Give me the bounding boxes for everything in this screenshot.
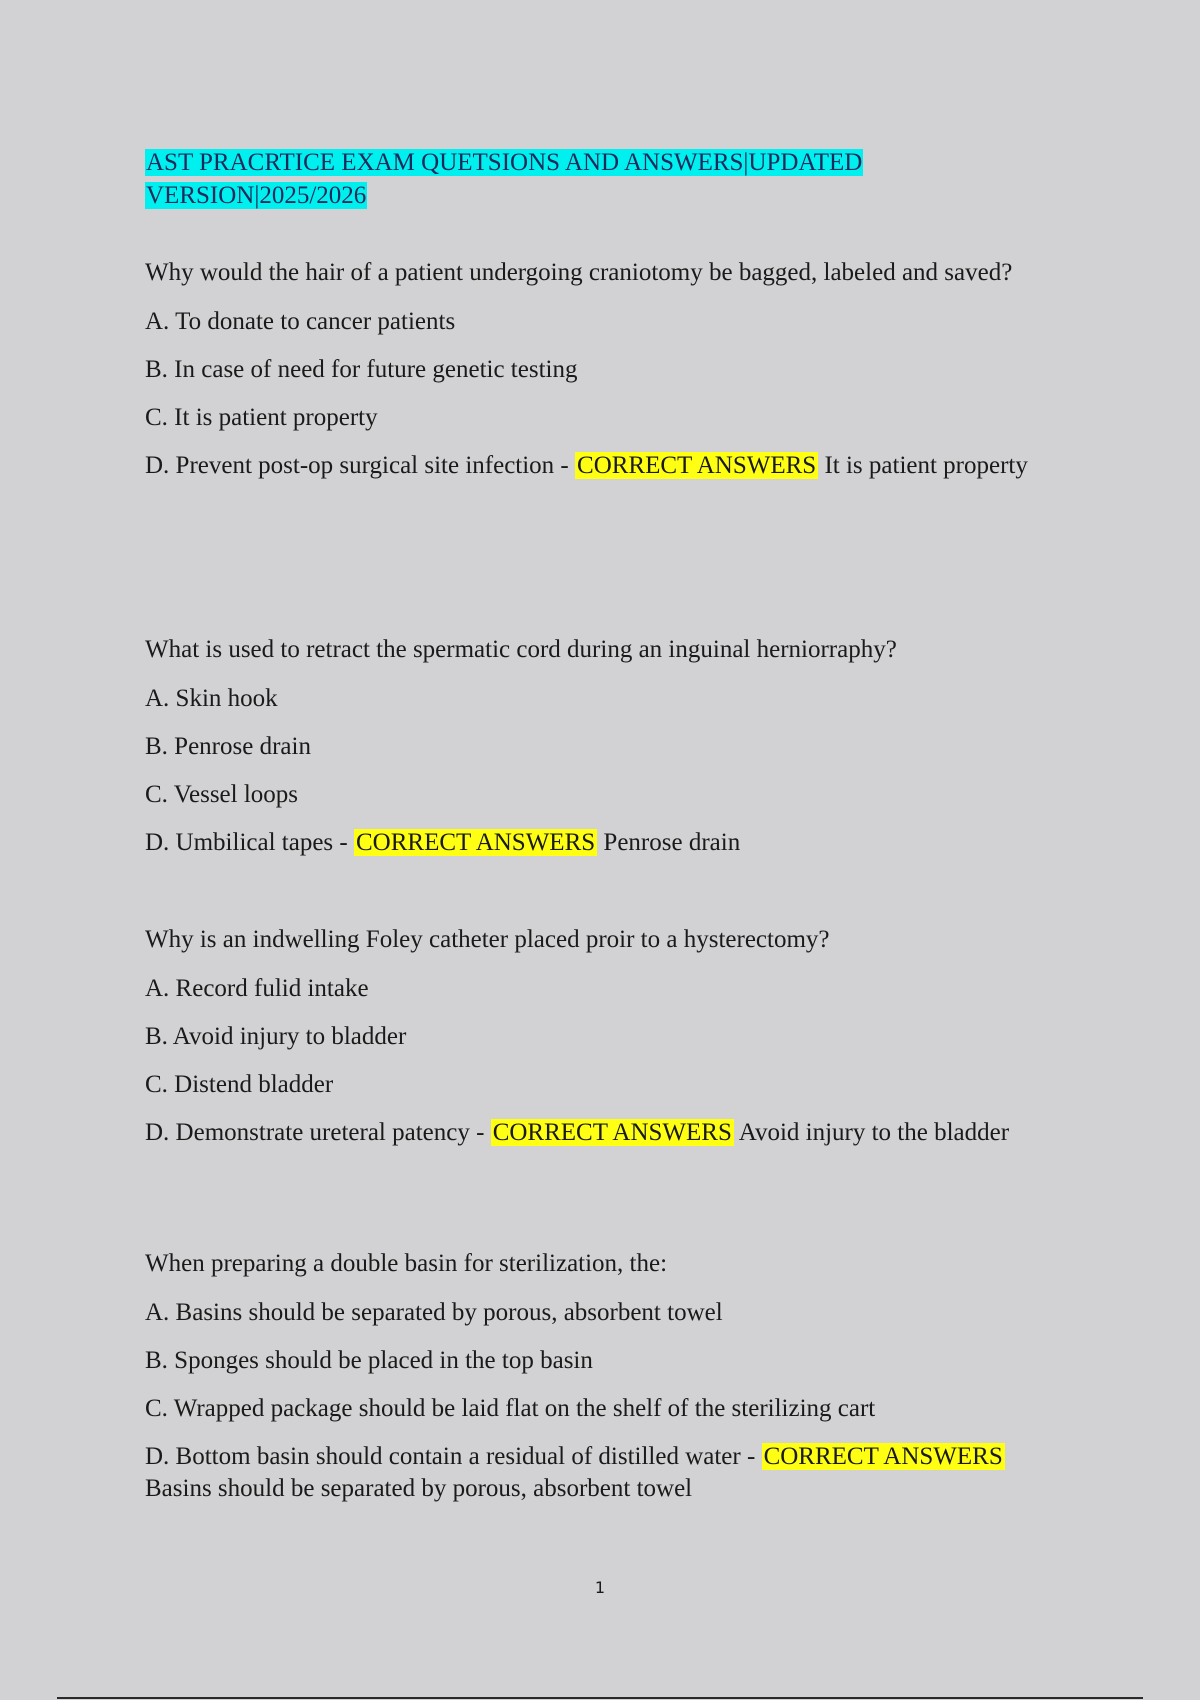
option-d: D. Bottom basin should contain a residual of distilled water - bbox=[145, 1443, 762, 1470]
document-title bbox=[145, 146, 1045, 212]
option-d-with-answer bbox=[145, 1117, 1045, 1149]
option-b: B. Penrose drain bbox=[145, 733, 311, 760]
correct-answers-label: CORRECT ANSWERS bbox=[492, 1119, 732, 1146]
option-d: D. Demonstrate ureteral patency - bbox=[145, 1119, 491, 1146]
answer-text: Penrose drain bbox=[597, 829, 741, 856]
option-d: D. Prevent post-op surgical site infection - bbox=[145, 452, 576, 479]
option-a: A. Basins should be separated by porous, absorbent towel bbox=[145, 1299, 723, 1326]
answer-text: Avoid injury to the bladder bbox=[733, 1119, 1010, 1146]
question-block-2 bbox=[145, 634, 1045, 859]
question-stem: What is used to retract the spermatic cord during an inguinal herniorraphy? bbox=[145, 636, 897, 663]
page-number: 1 bbox=[594, 1578, 606, 1597]
correct-answers-label: CORRECT ANSWERS bbox=[355, 829, 596, 856]
answer-text: It is patient property bbox=[818, 452, 1028, 479]
option-c: C. Distend bladder bbox=[145, 1071, 334, 1098]
option-c: C. Wrapped package should be laid flat on the shelf of the sterilizing cart bbox=[145, 1395, 876, 1422]
question-stem: Why is an indwelling Foley catheter placed proir to a hysterectomy? bbox=[145, 926, 830, 953]
footer-divider bbox=[57, 1697, 1143, 1699]
option-b: B. In case of need for future genetic testing bbox=[145, 356, 578, 383]
question-stem: Why would the hair of a patient undergoing craniotomy be bagged, labeled and saved? bbox=[145, 259, 1013, 286]
correct-answers-label: CORRECT ANSWERS bbox=[763, 1443, 1003, 1470]
option-a: A. To donate to cancer patients bbox=[145, 308, 456, 335]
option-d-with-answer bbox=[145, 1441, 1045, 1505]
option-a: A. Skin hook bbox=[145, 685, 278, 712]
correct-answers-label: CORRECT ANSWERS bbox=[577, 452, 817, 479]
option-d-with-answer bbox=[145, 450, 1045, 482]
answer-text: Basins should be separated by porous, absorbent towel bbox=[145, 1475, 693, 1502]
question-block-4 bbox=[145, 1248, 1045, 1505]
title-line-2: VERSION|2025/2026 bbox=[146, 182, 367, 209]
title-line-1: AST PRACRTICE EXAM QUETSIONS AND ANSWERS|UPDATED bbox=[146, 149, 863, 176]
option-c: C. It is patient property bbox=[145, 404, 378, 431]
question-stem: When preparing a double basin for sterilization, the: bbox=[145, 1250, 668, 1277]
option-b: B. Sponges should be placed in the top basin bbox=[145, 1347, 593, 1374]
option-c: C. Vessel loops bbox=[145, 781, 299, 808]
option-d-with-answer bbox=[145, 827, 1045, 859]
question-block-1 bbox=[145, 257, 1045, 482]
option-a: A. Record fulid intake bbox=[145, 975, 369, 1002]
question-block-3 bbox=[145, 924, 1045, 1149]
option-b: B. Avoid injury to bladder bbox=[145, 1023, 407, 1050]
option-d: D. Umbilical tapes - bbox=[145, 829, 354, 856]
